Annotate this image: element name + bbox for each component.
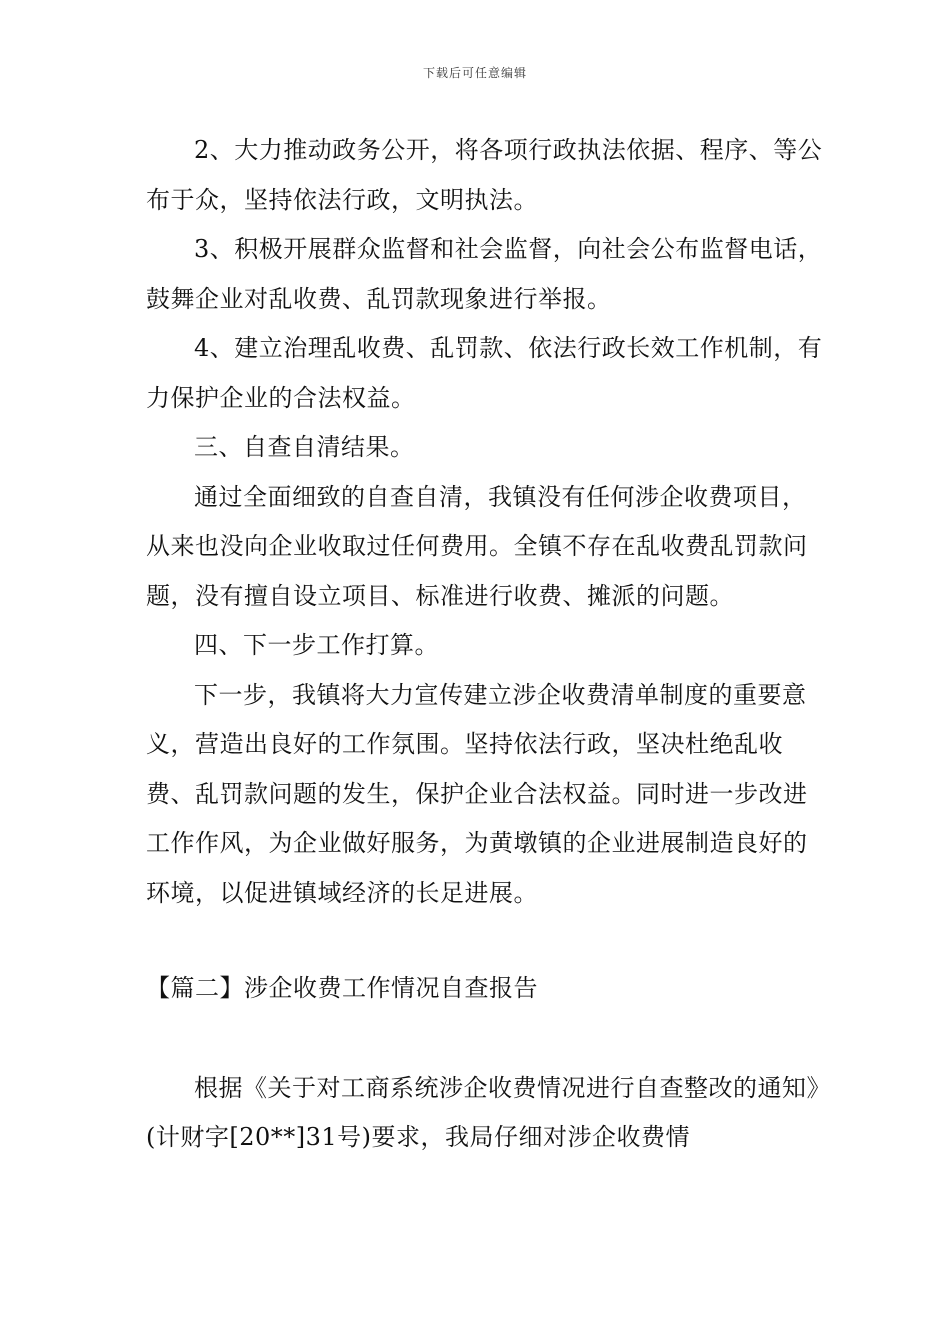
page-header: 下载后可任意编辑 (422, 66, 527, 80)
paragraph-intro: 根据《关于对工商系统涉企收费情况进行自查整改的通知》(计财字[20**]31号)要求，我局仔细对涉企收费情 (146, 1073, 819, 1151)
section-title: 【篇二】涉企收费工作情况自查报告 (146, 974, 538, 1002)
paragraph-next-steps: 下一步，我镇将大力宣传建立涉企收费清单制度的重要意义，营造出良好的工作氛围。坚持依法行政，坚决杜绝乱收费、乱罚款问题的发生，保护企业合法权益。同时进一步改进工作作风，为企业做好服务，为黄墩镇的企业进展制造良好的环境，以促进镇域经济的长足进展。 (146, 680, 808, 907)
spacer (146, 1014, 826, 1064)
paragraph-item-2: 2、大力推动政务公开，将各项行政执法依据、程序、等公布于众，坚持依法行政，文明执法。 (146, 136, 823, 214)
paragraph-item-4: 4、建立治理乱收费、乱罚款、依法行政长效工作机制，有力保护企业的合法权益。 (146, 334, 823, 412)
paragraph-item-3: 3、积极开展群众监督和社会监督，向社会公布监督电话，鼓舞企业对乱收费、乱罚款现象进行举报。 (146, 235, 823, 313)
paragraph-results: 通过全面细致的自查自清，我镇没有任何涉企收费项目，从来也没向企业收取过任何费用。全镇不存在乱收费乱罚款问题，没有擅自设立项目、标准进行收费、摊派的问题。 (146, 482, 808, 610)
document-body (146, 126, 826, 1163)
spacer (146, 918, 826, 964)
heading-section-3: 三、自查自清结果。 (194, 433, 415, 461)
heading-section-4: 四、下一步工作打算。 (194, 631, 439, 659)
